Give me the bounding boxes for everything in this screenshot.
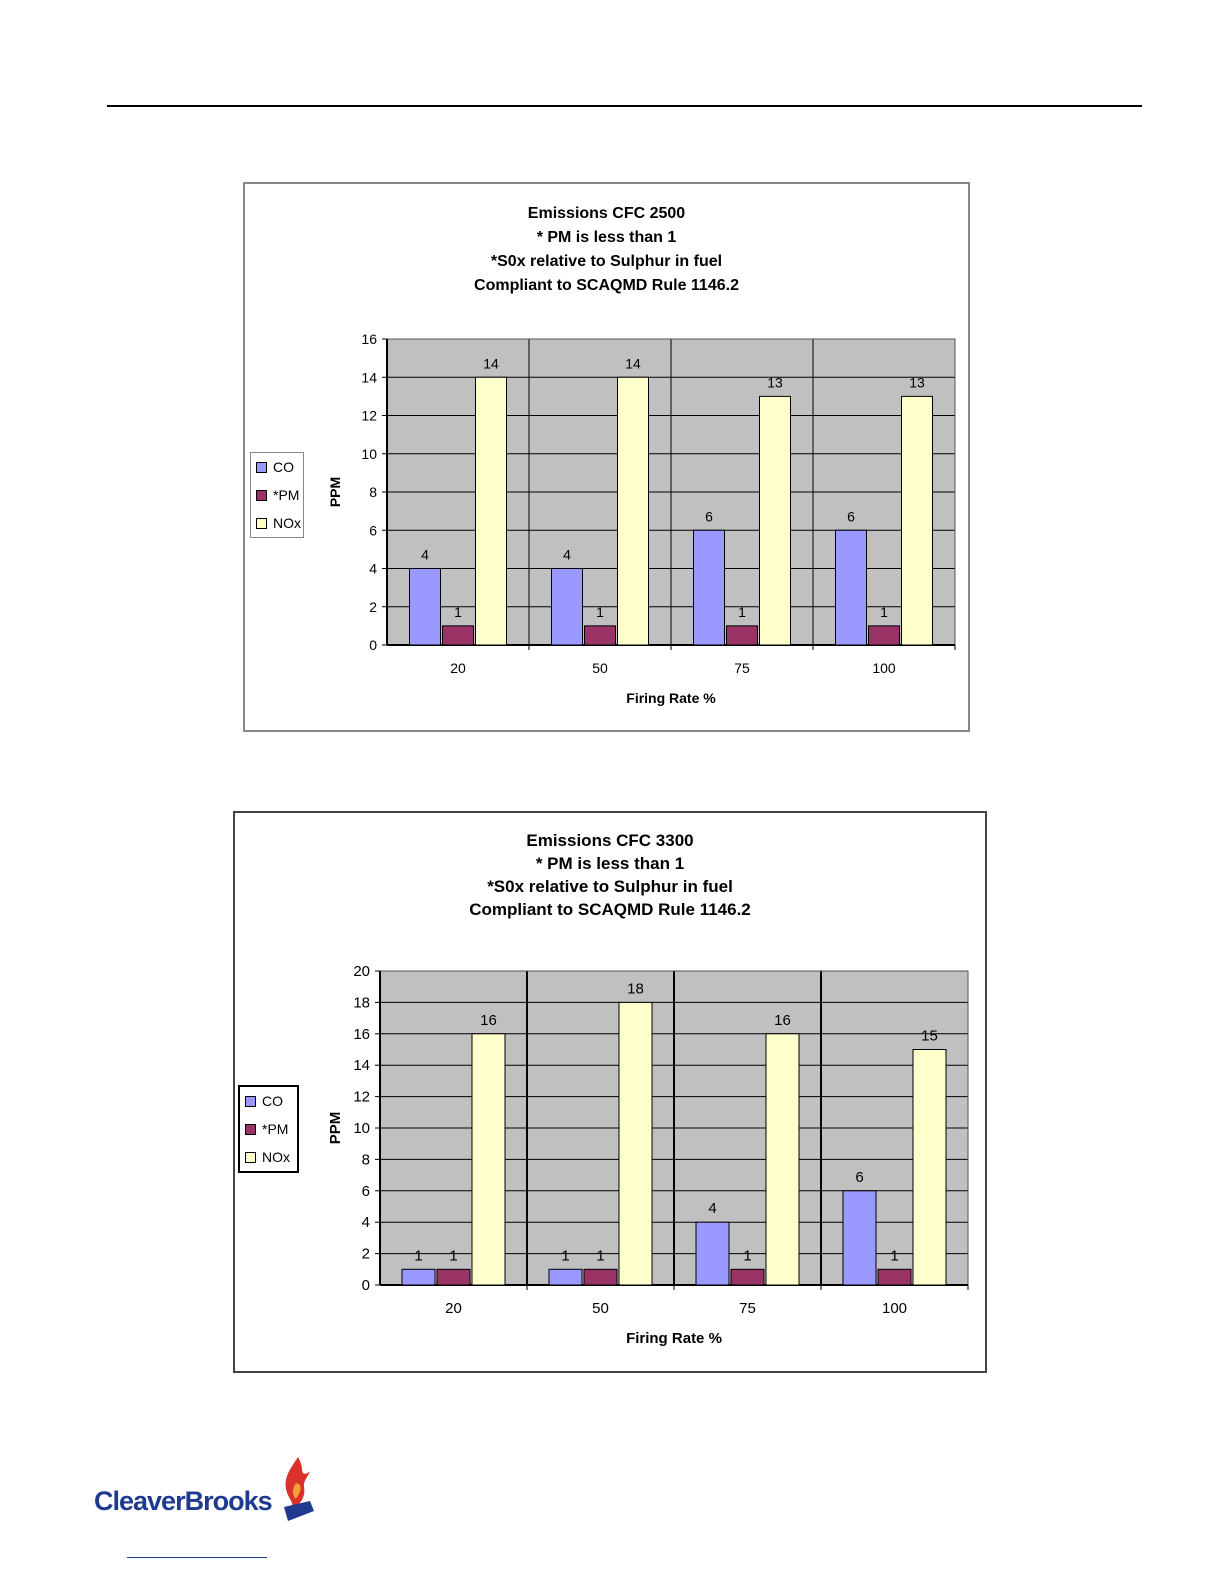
chart-title-line: Emissions CFC 3300: [526, 831, 694, 850]
x-tick-label: 75: [739, 1300, 756, 1317]
x-tick-label: 20: [450, 660, 466, 676]
data-label: 1: [743, 1247, 752, 1265]
y-tick-label: 8: [361, 1151, 370, 1169]
y-tick-label: 4: [361, 1214, 370, 1232]
y-tick-label: 6: [369, 522, 377, 539]
bar-nox: [618, 377, 649, 645]
chart-subtitle-line: * PM is less than 1: [536, 229, 677, 246]
bar-pm: [869, 626, 900, 645]
data-label: 6: [855, 1168, 864, 1186]
data-label: 4: [563, 546, 571, 563]
y-tick-label: 18: [353, 994, 370, 1012]
chart-plot-svg: [245, 184, 968, 730]
data-label: 1: [880, 603, 888, 620]
y-tick-label: 0: [361, 1277, 370, 1294]
bar-nox: [760, 396, 791, 645]
chart-cfc-2500: [243, 182, 970, 732]
y-tick-label: 6: [361, 1182, 370, 1200]
x-tick-label: 75: [734, 660, 750, 676]
data-label: 18: [627, 980, 644, 998]
bar-nox: [472, 1034, 505, 1285]
bar-co: [549, 1269, 582, 1285]
data-label: 1: [454, 603, 462, 620]
y-tick-label: 8: [369, 484, 377, 500]
data-label: 1: [596, 603, 604, 620]
bar-nox: [619, 1002, 652, 1285]
chart-title-line: Emissions CFC 2500: [527, 205, 686, 222]
bar-co: [552, 569, 583, 646]
data-label: 13: [767, 374, 783, 391]
data-label: 1: [561, 1247, 570, 1265]
y-tick-label: 14: [353, 1057, 370, 1075]
footer-link-rule: [127, 1557, 267, 1558]
data-label: 14: [483, 355, 499, 372]
x-axis-label: Firing Rate %: [626, 690, 716, 706]
bar-nox: [902, 396, 933, 645]
bar-co: [843, 1191, 876, 1285]
legend-label: NOx: [273, 515, 301, 531]
chart-subtitle-line: *S0x relative to Sulphur in fuel: [487, 877, 733, 896]
y-tick-label: 10: [361, 445, 377, 462]
bar-co: [402, 1269, 435, 1285]
cleaverbrooks-logo: [94, 1455, 324, 1535]
bar-nox: [913, 1050, 946, 1286]
bar-nox: [766, 1034, 799, 1285]
bar-pm: [878, 1269, 911, 1285]
data-label: 1: [890, 1247, 899, 1265]
data-label: 14: [625, 355, 641, 372]
bar-co: [836, 530, 867, 645]
y-tick-label: 16: [353, 1025, 370, 1043]
y-tick-label: 2: [369, 598, 377, 615]
bar-pm: [585, 626, 616, 645]
data-label: 6: [705, 508, 713, 525]
data-label: 13: [909, 374, 925, 391]
x-tick-label: 100: [881, 1300, 908, 1317]
x-tick-label: 50: [592, 660, 608, 676]
bar-pm: [731, 1269, 764, 1285]
bar-pm: [443, 626, 474, 645]
data-label: 4: [708, 1200, 717, 1218]
y-axis-label: PPM: [327, 476, 343, 508]
flame-icon: [280, 1455, 316, 1527]
data-label: 16: [480, 1011, 497, 1029]
data-label: 4: [421, 546, 429, 563]
y-tick-label: 20: [353, 963, 370, 980]
chart-subtitle-line: Compliant to SCAQMD Rule 1146.2: [474, 277, 739, 294]
chart-subtitle-line: *S0x relative to Sulphur in fuel: [490, 253, 723, 270]
chart-subtitle-line: * PM is less than 1: [535, 854, 685, 873]
header-rule: [107, 105, 1142, 107]
data-label: 1: [596, 1247, 605, 1265]
x-tick-label: 100: [872, 660, 896, 676]
legend-label: *PM: [273, 487, 300, 503]
data-label: 6: [847, 508, 855, 525]
bar-co: [410, 569, 441, 646]
chart-plot-svg: [235, 813, 985, 1371]
y-tick-label: 0: [369, 637, 377, 653]
data-label: 1: [449, 1247, 458, 1265]
bar-pm: [727, 626, 758, 645]
data-label: 1: [738, 603, 746, 620]
y-tick-label: 12: [353, 1088, 370, 1106]
x-axis-label: Firing Rate %: [626, 1330, 722, 1347]
data-label: 15: [921, 1027, 938, 1045]
y-tick-label: 12: [361, 407, 377, 424]
x-tick-label: 50: [592, 1300, 609, 1317]
y-tick-label: 14: [361, 369, 377, 386]
bar-pm: [584, 1269, 617, 1285]
y-tick-label: 2: [361, 1245, 370, 1263]
bar-nox: [476, 377, 507, 645]
x-tick-label: 20: [445, 1300, 462, 1317]
legend-label: NOx: [262, 1149, 290, 1165]
bar-co: [696, 1222, 729, 1285]
y-tick-label: 16: [361, 331, 377, 347]
bar-pm: [437, 1269, 470, 1285]
legend-label: *PM: [262, 1121, 289, 1137]
legend-label: CO: [273, 459, 294, 475]
data-label: 1: [414, 1247, 423, 1265]
y-axis-label: PPM: [327, 1111, 344, 1145]
legend-label: CO: [262, 1093, 283, 1109]
data-label: 16: [774, 1011, 791, 1029]
bar-co: [694, 530, 725, 645]
y-tick-label: 10: [353, 1120, 370, 1137]
logo-wordmark: CleaverBrooks: [94, 1486, 272, 1516]
y-tick-label: 4: [369, 560, 377, 577]
chart-subtitle-line: Compliant to SCAQMD Rule 1146.2: [469, 900, 751, 919]
chart-cfc-3300: [233, 811, 987, 1373]
